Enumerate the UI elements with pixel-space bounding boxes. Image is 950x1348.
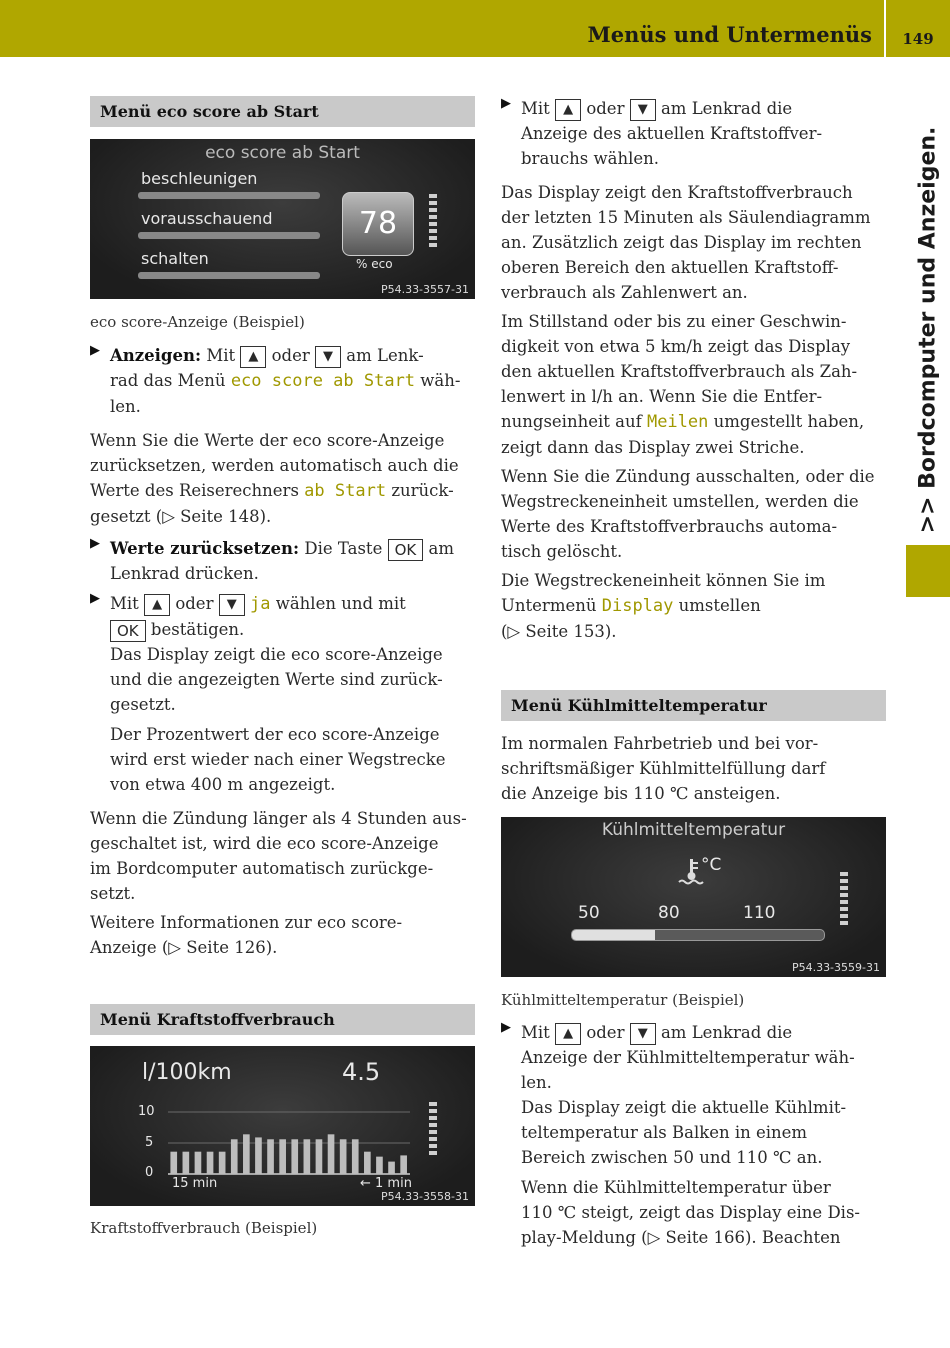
coolant-level-ticks xyxy=(840,872,848,928)
step-item: ▶ Mit ▲ oder ▼ am Lenkrad die Anzeige des aktuellen Kraftstoffver- brauchs wählen. xyxy=(501,96,889,171)
coolant-text-block xyxy=(501,988,889,1250)
figure-ref: P54.33-3557-31 xyxy=(380,283,469,296)
figure-ref: P54.33-3558-31 xyxy=(380,1190,469,1203)
paragraph: Im normalen Fahrbetrieb und bei vor- xyxy=(501,734,819,753)
paragraph: Im Stillstand oder bis zu einer Geschwin- xyxy=(501,312,847,331)
menu-name: ab Start xyxy=(304,481,387,501)
paragraph: Das Display zeigt den Kraftstoffverbrauch xyxy=(501,183,853,202)
chapter-tab xyxy=(906,545,950,597)
fuel-consumption-screen xyxy=(90,1046,475,1206)
figure-ref: P54.33-3559-31 xyxy=(791,961,880,974)
paragraph: Weitere Informationen zur eco score- xyxy=(90,913,403,932)
scale-label: 110 xyxy=(743,903,776,923)
fuel-current-value: 4.5 xyxy=(342,1058,381,1086)
step-item: ▶ Mit ▲ oder ▼ am Lenkrad die Anzeige der Kühlmitteltemperatur wäh- len. Das Display zeigt die aktuelle Kühlmit- teltemperatur als Balken in einem Bereich zwischen 50 und 110 ℃ an. Wenn die Kühlmitteltemperatur über 110 ℃ steigt, zeigt das Display eine Dis- play-Meldung (▷ Seite 166). Beachten xyxy=(501,1020,889,1250)
fuel-bar xyxy=(316,1139,323,1174)
eco-progress-bar xyxy=(138,272,320,279)
fuel-bar xyxy=(267,1139,274,1174)
paragraph: Wenn Sie die Werte der eco score-Anzeige xyxy=(90,431,445,450)
up-key: ▲ xyxy=(240,346,266,368)
y-tick-label: 10 xyxy=(138,1104,155,1119)
down-key: ▼ xyxy=(630,1023,656,1045)
fuel-bar xyxy=(364,1152,371,1174)
down-key: ▼ xyxy=(219,594,245,616)
fuel-bar xyxy=(400,1155,407,1174)
paragraph: Wenn Sie die Zündung ausschalten, oder die xyxy=(501,467,875,486)
eco-row-label: vorausschauend xyxy=(141,209,273,228)
coolant-screen xyxy=(501,817,886,977)
eco-row-label: schalten xyxy=(141,249,209,268)
fuel-bar xyxy=(183,1152,190,1174)
ok-key: OK xyxy=(388,539,424,561)
fuel-level-ticks xyxy=(429,1102,437,1158)
fuel-bar xyxy=(170,1152,177,1174)
page-header-title: Menüs und Untermenüs xyxy=(587,22,872,47)
menu-name: Display xyxy=(601,596,674,616)
eco-progress-bar xyxy=(138,192,320,199)
page-number: 149 xyxy=(902,30,934,48)
fuel-bar xyxy=(328,1134,335,1174)
eco-score-box xyxy=(342,192,414,256)
menu-name: Meilen xyxy=(646,412,709,432)
paragraph: Die Wegstreckeneinheit können Sie im xyxy=(501,571,826,590)
eco-score-unit: % eco xyxy=(356,257,393,271)
down-key: ▼ xyxy=(315,346,341,368)
fuel-bar xyxy=(291,1139,298,1174)
up-key: ▲ xyxy=(555,99,581,121)
x-start-label: 15 min xyxy=(172,1176,218,1191)
fuel-bar xyxy=(376,1157,383,1174)
eco-screen-title: eco score ab Start xyxy=(205,143,360,163)
fuel-bar xyxy=(255,1137,262,1174)
section-heading-coolant: Menü Kühlmitteltemperatur xyxy=(501,690,886,721)
right-column: ▶ Mit ▲ oder ▼ am Lenkrad die Anzeige des aktuellen Kraftstoffver- brauchs wählen. Das Display zeigt den Kraftstoffverbrauch der letzten 15 Minuten als Säulendiagramm an. Zusätzlich zeigt das Display im rechten oberen Bereich den aktuellen Kraftstoff- verbrauch als Zahlenwert an. Im Stillstand oder bis zu einer Geschwin- digkeit von etwa 5 km/h zeigt das Display den aktuellen Kraftstoffverbrauch als Zah- lenwert in l/h an. Wenn Sie die Entfer- nungseinheit auf Meilen umgestellt haben, zeigt dann das Display zwei Striche. Wenn Sie die Zündung ausschalten, oder die Wegstreckeneinheit umstellen, werden die Werte des Kraftstoffverbrauchs automa- tisch gelöscht. Die Wegstreckeneinheit können Sie im Untermenü Display umstellen (▷ Seite 153). xyxy=(501,96,889,644)
header-bar xyxy=(0,0,950,57)
fuel-bar xyxy=(195,1152,202,1174)
eco-row-label: beschleunigen xyxy=(141,169,258,188)
step-item: ▶ Anzeigen: Mit ▲ oder ▼ am Lenk- rad das Menü eco score ab Start wäh- len. xyxy=(90,343,480,419)
fuel-bar xyxy=(340,1139,347,1174)
eco-progress-bar xyxy=(138,232,320,239)
header-divider xyxy=(884,0,886,57)
eco-score-screen xyxy=(90,139,475,299)
down-key: ▼ xyxy=(630,99,656,121)
fuel-bar-chart xyxy=(90,1046,475,1206)
up-key: ▲ xyxy=(144,594,170,616)
ok-key: OK xyxy=(110,620,146,642)
section-heading-fuel: Menü Kraftstoffverbrauch xyxy=(90,1004,475,1035)
section-heading-eco: Menü eco score ab Start xyxy=(90,96,475,127)
chapter-side-label: >> Bordcomputer und Anzeigen. xyxy=(915,126,941,534)
coolant-unit: °C xyxy=(701,855,722,875)
x-end-label: ← 1 min xyxy=(360,1176,412,1191)
fuel-bar xyxy=(388,1162,395,1174)
figure-caption: eco score-Anzeige (Beispiel) xyxy=(90,313,305,331)
coolant-gauge-fill xyxy=(572,930,655,940)
menu-name: ja xyxy=(249,594,271,614)
paragraph: Wenn die Zündung länger als 4 Stunden aus- xyxy=(90,809,467,828)
menu-name: eco score ab Start xyxy=(230,371,416,391)
figure-caption: Kühlmitteltemperatur (Beispiel) xyxy=(501,991,745,1009)
fuel-section xyxy=(90,1004,475,1035)
scale-label: 50 xyxy=(578,903,600,923)
coolant-screen-title: Kühlmitteltemperatur xyxy=(601,820,786,840)
fuel-bar xyxy=(231,1139,238,1174)
eco-score-value: 78 xyxy=(358,206,398,241)
fuel-bar xyxy=(279,1139,286,1174)
fuel-bar xyxy=(219,1152,226,1174)
scale-label: 80 xyxy=(658,903,680,923)
figure-caption: Kraftstoffverbrauch (Beispiel) xyxy=(90,1219,318,1237)
y-tick-label: 0 xyxy=(145,1165,154,1180)
coolant-gauge-track xyxy=(571,929,825,941)
eco-text-block: eco score-Anzeige (Beispiel) ▶ Anzeigen: Mit ▲ oder ▼ am Lenk- rad das Menü eco score ab Start wäh- len. Wenn Sie die Werte der eco score-Anzeige zurücksetzen, werden automatisch auch die Werte des Reiserechners ab Start zurück- gesetzt (▷ Seite 148). ▶ Werte zurücksetzen: Die Taste OK am Lenkrad drücken. ▶ Mit ▲ oder ▼ ja wählen und mit OK bestätigen. Das Display zeigt die eco score-Anzeige und die angezeigten Werte sind zurück- gesetzt. Der Prozentwert der eco score-Anzeige wird erst wieder nach einer Wegstrecke von etwa 400 m angezeigt. Wenn die Zündung länger als 4 Stunden aus- geschaltet ist, wird die eco score-Anzeige im Bordcomputer automatisch zurückge- setzt. Weitere Informationen zur eco score- Anzeige (▷ Seite 126). xyxy=(90,310,480,960)
fuel-unit: l/100km xyxy=(142,1060,232,1085)
eco-level-ticks xyxy=(429,194,437,250)
y-tick-label: 5 xyxy=(145,1135,154,1150)
step-item: ▶ Mit ▲ oder ▼ ja wählen und mit OK bestätigen. Das Display zeigt die eco score-Anzeige und die angezeigten Werte sind zurück- gesetzt. Der Prozentwert der eco score-Anzeige wird erst wieder nach einer Wegstrecke von etwa 400 m angezeigt. xyxy=(90,591,480,797)
fuel-bar xyxy=(352,1139,359,1174)
fuel-bar xyxy=(243,1134,250,1174)
fuel-bar xyxy=(207,1152,214,1174)
left-column xyxy=(90,96,475,127)
coolant-section: Menü Kühlmitteltemperatur Im normalen Fahrbetrieb und bei vor- schriftsmäßiger Kühlmittelfüllung darf die Anzeige bis 110 ℃ ansteigen. xyxy=(501,690,886,806)
step-item: ▶ Werte zurücksetzen: Die Taste OK am Lenkrad drücken. xyxy=(90,536,480,586)
up-key: ▲ xyxy=(555,1023,581,1045)
fuel-bar xyxy=(304,1139,311,1174)
